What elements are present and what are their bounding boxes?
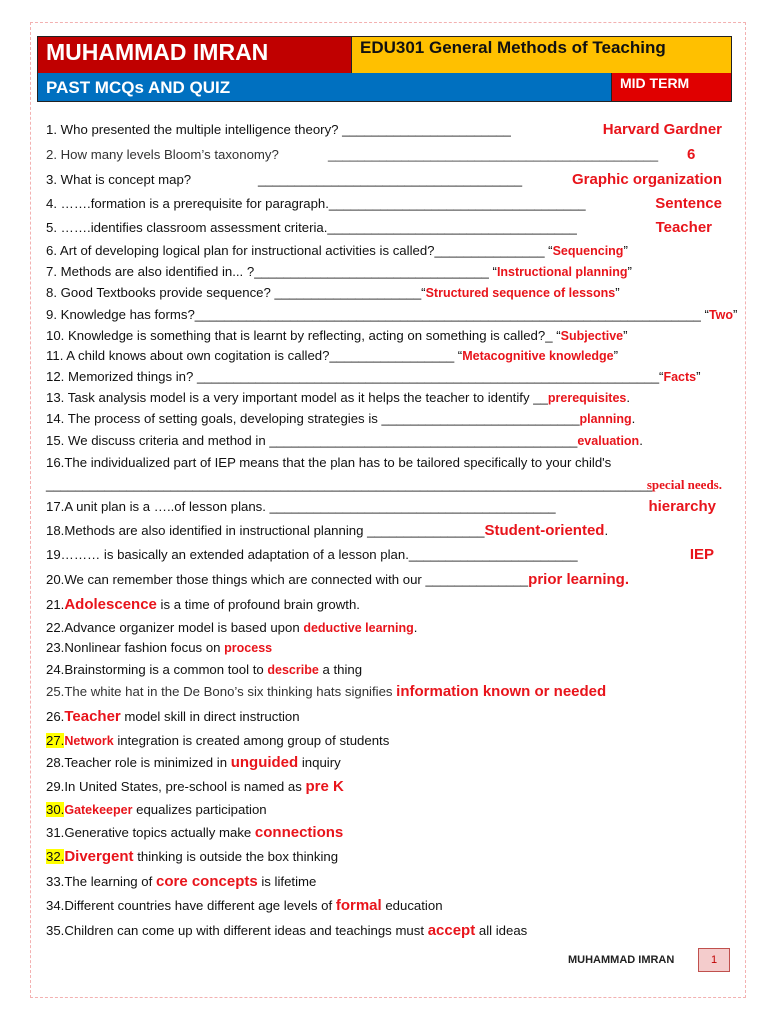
- answer: Student-oriented: [484, 522, 605, 539]
- answer: Sentence: [655, 195, 722, 212]
- question-7: [46, 261, 726, 283]
- answer: Network: [64, 734, 114, 748]
- answer: formal: [335, 897, 382, 914]
- answer: Gatekeeper: [64, 803, 133, 817]
- question-9: [46, 304, 738, 326]
- question-prefix: 31.Generative topics actually make: [46, 825, 255, 840]
- question-16: [46, 452, 726, 474]
- answer-close: .: [604, 523, 609, 538]
- question-text: 11. A child knows about own cogitation is called?_________________ “: [46, 348, 463, 363]
- question-text: 3. What is concept map?: [46, 172, 192, 187]
- question-33: [46, 871, 726, 893]
- question-16-answer-line: [46, 474, 726, 496]
- question-20: [46, 569, 726, 591]
- answer: pre K: [305, 778, 344, 795]
- answer-close: ”: [733, 307, 738, 322]
- answer: information known or needed: [396, 683, 607, 700]
- question-text: 5. …….identifies classroom assessment criteria.__________________________________: [46, 220, 577, 235]
- question-text: 4. …….formation is a prerequisite for paragraph.___________________________________: [46, 196, 586, 211]
- question-25: [46, 681, 726, 703]
- answer: IEP: [689, 546, 714, 563]
- question-text: 19……… is basically an extended adaptation of a lesson plan._______________________: [46, 547, 578, 562]
- question-suffix: equalizes participation: [132, 802, 267, 817]
- answer: Subjective: [560, 329, 624, 343]
- question-suffix: .: [413, 620, 418, 635]
- answer: unguided: [230, 754, 299, 771]
- question-11: [46, 345, 726, 367]
- question-21: [46, 594, 726, 616]
- question-text: 12. Memorized things in? _______________________________________________________________“: [46, 369, 664, 384]
- answer: connections: [254, 824, 344, 841]
- question-2: [46, 144, 726, 166]
- question-10: [46, 325, 726, 347]
- answer: 6: [687, 146, 696, 163]
- answer-close: ”: [615, 285, 620, 300]
- question-suffix: inquiry: [298, 755, 341, 770]
- answer-close: .: [626, 390, 631, 405]
- answer-close: ”: [627, 264, 632, 279]
- question-text: 13. Task analysis model is a very important model as it helps the teacher to identify __: [46, 390, 548, 405]
- question-text: 18.Methods are also identified in instructional planning ________________: [46, 523, 485, 538]
- question-29: [46, 776, 726, 798]
- answer-close: ”: [623, 328, 628, 343]
- answer: Teacher: [64, 708, 121, 725]
- answer-blank: _____________________________________________: [328, 147, 659, 162]
- answer-close: ”: [613, 348, 619, 363]
- answer: Two: [708, 308, 734, 322]
- term-label: MID TERM: [611, 73, 731, 101]
- question-19: [46, 544, 726, 566]
- answer: Graphic organization: [571, 171, 722, 188]
- answer: Instructional planning: [496, 265, 628, 279]
- answer: describe: [267, 663, 319, 677]
- answer: Structured sequence of lessons: [425, 286, 616, 300]
- question-suffix: education: [381, 898, 443, 913]
- answer-blank: ____________________________________: [258, 172, 523, 187]
- question-27: [46, 730, 726, 752]
- answer: special needs.: [646, 477, 722, 492]
- question-5: [46, 217, 726, 239]
- question-text: 7. Methods are also identified in... ?________________________________ “: [46, 264, 497, 279]
- question-13: [46, 387, 726, 409]
- question-text: 8. Good Textbooks provide sequence? ____________________“: [46, 285, 426, 300]
- question-35: [46, 920, 726, 942]
- question-3: [46, 169, 726, 191]
- answer: hierarchy: [648, 498, 716, 515]
- footer-author: MUHAMMAD IMRAN: [568, 954, 675, 966]
- answer: Divergent: [64, 848, 134, 865]
- question-15: [46, 430, 726, 452]
- question-22: [46, 617, 726, 639]
- question-text: 2. How many levels Bloom’s taxonomy?: [46, 147, 279, 162]
- question-suffix: integration is created among group of students: [113, 733, 390, 748]
- question-prefix: 23.Nonlinear fashion focus on: [46, 640, 225, 655]
- question-number-highlighted: 27.: [46, 733, 65, 748]
- answer: prior learning.: [528, 571, 630, 588]
- question-prefix: 25.The white hat in the De Bono’s six thinking hats signifies: [46, 684, 397, 699]
- course-title: EDU301 General Methods of Teaching: [351, 37, 731, 73]
- question-28: [46, 752, 726, 774]
- question-8: [46, 282, 726, 304]
- question-4: [46, 193, 726, 215]
- question-prefix: 34.Different countries have different age levels of: [46, 898, 336, 913]
- answer: deductive learning: [303, 621, 414, 635]
- answer: Metacognitive knowledge: [462, 349, 614, 363]
- answer: prerequisites: [547, 391, 627, 405]
- answer: process: [224, 641, 273, 655]
- question-number-highlighted: 32.: [46, 849, 65, 864]
- question-suffix: is lifetime: [257, 874, 317, 889]
- answer: accept: [427, 922, 476, 939]
- question-prefix: 24.Brainstorming is a common tool to: [46, 662, 268, 677]
- answer-close: ”: [696, 369, 701, 384]
- question-prefix: 33.The learning of: [46, 874, 156, 889]
- question-prefix: 26.: [46, 709, 65, 724]
- answer-close: ”: [623, 243, 628, 258]
- answer-blank: ___________________________________________________________________________________: [46, 477, 655, 492]
- answer-close: .: [631, 411, 636, 426]
- question-17: [46, 496, 726, 518]
- question-34: [46, 895, 726, 917]
- question-text: 10. Knowledge is something that is learnt by reflecting, acting on something is called?_ “: [46, 328, 561, 343]
- question-text: 6. Art of developing logical plan for instructional activities is called?_______________ “: [46, 243, 553, 258]
- answer: Teacher: [655, 219, 712, 236]
- answer: planning: [579, 412, 632, 426]
- answer-close: .: [639, 433, 643, 448]
- question-31: [46, 822, 726, 844]
- question-6: [46, 240, 726, 262]
- question-text: 20.We can remember those things which are connected with our ______________: [46, 572, 529, 587]
- answer: evaluation: [577, 434, 640, 448]
- question-suffix: thinking is outside the box thinking: [133, 849, 339, 864]
- question-suffix: all ideas: [475, 923, 528, 938]
- answer: Facts: [663, 370, 697, 384]
- question-prefix: 21.: [46, 597, 65, 612]
- answer: Adolescence: [64, 596, 157, 613]
- question-prefix: 28.Teacher role is minimized in: [46, 755, 231, 770]
- question-1: [46, 119, 726, 141]
- question-24: [46, 659, 726, 681]
- author-name: MUHAMMAD IMRAN: [38, 37, 351, 73]
- question-26: [46, 706, 726, 728]
- answer: core concepts: [155, 873, 258, 890]
- header-block: [37, 36, 732, 102]
- page-number: 1: [698, 948, 730, 972]
- question-prefix: 22.Advance organizer model is based upon: [46, 620, 304, 635]
- question-suffix: model skill in direct instruction: [120, 709, 300, 724]
- answer: Harvard Gardner: [602, 121, 722, 138]
- question-suffix: is a time of profound brain growth.: [156, 597, 360, 612]
- question-23: [46, 637, 726, 659]
- question-text: 17.A unit plan is a …..of lesson plans. _______________________________________: [46, 499, 556, 514]
- document-subtitle: PAST MCQs AND QUIZ: [38, 73, 611, 101]
- question-30: [46, 799, 726, 821]
- question-prefix: 29.In United States, pre-school is named as: [46, 779, 306, 794]
- question-text: 16.The individualized part of IEP means that the plan has to be tailored specifically to your child's: [46, 455, 612, 470]
- question-14: [46, 408, 726, 430]
- question-text: 1. Who presented the multiple intelligence theory? _______________________: [46, 122, 511, 137]
- question-12: [46, 366, 726, 388]
- question-text: 15. We discuss criteria and method in __________________________________________: [46, 433, 578, 448]
- answer: Sequencing: [552, 244, 624, 258]
- question-prefix: 35.Children can come up with different ideas and teachings must: [46, 923, 428, 938]
- question-18: [46, 520, 726, 542]
- question-suffix: a thing: [318, 662, 363, 677]
- question-32: [46, 846, 726, 868]
- question-text: 14. The process of setting goals, developing strategies is ___________________________: [46, 411, 580, 426]
- question-text: 9. Knowledge has forms?_____________________________________________________________________ “: [46, 307, 709, 322]
- question-number-highlighted: 30.: [46, 802, 65, 817]
